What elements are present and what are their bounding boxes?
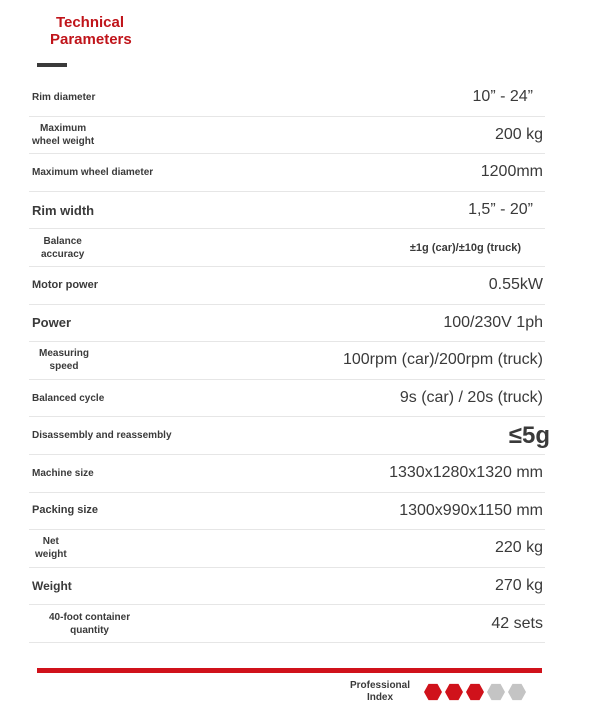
spec-value: 200 kg: [494, 125, 543, 143]
spec-row-machine-size: [29, 455, 545, 493]
spec-row-max-wheel-weight: [29, 117, 545, 155]
page-title: [50, 14, 130, 48]
spec-label: Rim width: [32, 202, 95, 218]
spec-row-rim-diameter: [29, 79, 545, 117]
spec-row-disassembly: [29, 417, 550, 455]
spec-label: [35, 530, 67, 567]
spec-row-rim-width: [29, 192, 545, 230]
spec-label-line2: quantity: [70, 624, 109, 636]
spec-value: 270 kg: [494, 577, 543, 595]
professional-index-label: [346, 680, 414, 704]
professional-index-rating: [424, 683, 526, 701]
spec-value: 100/230V 1ph: [443, 313, 543, 331]
spec-value: 1300x990x1150 mm: [399, 501, 543, 519]
spec-row-container-quantity: [29, 605, 545, 643]
spec-label: Motor power: [32, 278, 98, 291]
spec-value: ≤5g: [508, 421, 550, 449]
spec-label: Rim diameter: [32, 91, 96, 103]
spec-value: 42 sets: [491, 614, 543, 632]
spec-label-line1: Balance: [43, 235, 82, 247]
spec-label: Power: [32, 315, 72, 331]
title-underline: [37, 63, 67, 67]
spec-row-weight: [29, 568, 545, 606]
rating-hex-empty-icon: [508, 683, 526, 701]
spec-label: [41, 229, 84, 266]
spec-value: 1200mm: [480, 163, 543, 181]
rating-hex-empty-icon: [487, 683, 505, 701]
spec-row-net-weight: [29, 530, 545, 568]
spec-label-line1: Measuring: [39, 348, 90, 360]
spec-label-line2: speed: [49, 361, 79, 373]
spec-value: 10” - 24”: [472, 88, 533, 106]
spec-label: Disassembly and reassembly: [32, 430, 172, 442]
spec-value: 9s (car) / 20s (truck): [399, 389, 543, 407]
spec-row-max-wheel-diameter: [29, 154, 545, 192]
spec-label-line1: 40-foot container: [49, 611, 131, 623]
spec-label-line2: weight: [35, 549, 67, 561]
spec-table: [29, 79, 550, 643]
spec-value: 1,5” - 20”: [468, 201, 533, 219]
spec-label-line1: Net: [42, 536, 59, 548]
spec-label-line2: accuracy: [41, 248, 85, 260]
spec-label: Packing size: [32, 504, 99, 517]
rating-hex-filled-icon: [466, 683, 484, 701]
spec-value: 0.55kW: [488, 276, 543, 294]
rating-hex-filled-icon: [424, 683, 442, 701]
spec-value: 1330x1280x1320 mm: [389, 464, 543, 482]
spec-label: [32, 117, 94, 154]
spec-row-power: [29, 305, 545, 343]
spec-row-balanced-cycle: [29, 380, 545, 418]
spec-row-packing-size: [29, 493, 545, 531]
spec-label: Balanced cycle: [32, 392, 105, 404]
page-title-line2: Parameters: [50, 31, 132, 48]
rating-hex-filled-icon: [445, 683, 463, 701]
spec-label: Maximum wheel diameter: [32, 166, 154, 178]
spec-label-line1: Maximum: [40, 122, 87, 134]
spec-label: [39, 342, 89, 379]
spec-label: [49, 605, 130, 642]
spec-label: Weight: [32, 578, 72, 593]
page-title-line1: Technical: [55, 14, 125, 31]
spec-label-line2: wheel weight: [32, 135, 95, 147]
spec-row-motor-power: [29, 267, 545, 305]
spec-row-measuring-speed: [29, 342, 545, 380]
spec-label: Machine size: [32, 467, 94, 479]
spec-row-balance-accuracy: [29, 229, 545, 267]
spec-value: 220 kg: [494, 539, 543, 557]
professional-index-line1: Professional: [349, 680, 411, 691]
spec-value: ±1g (car)/±10g (truck): [409, 241, 521, 254]
spec-value: 100rpm (car)/200rpm (truck): [342, 351, 543, 369]
professional-index-line2: Index: [366, 692, 394, 703]
footer-divider: [37, 668, 542, 673]
